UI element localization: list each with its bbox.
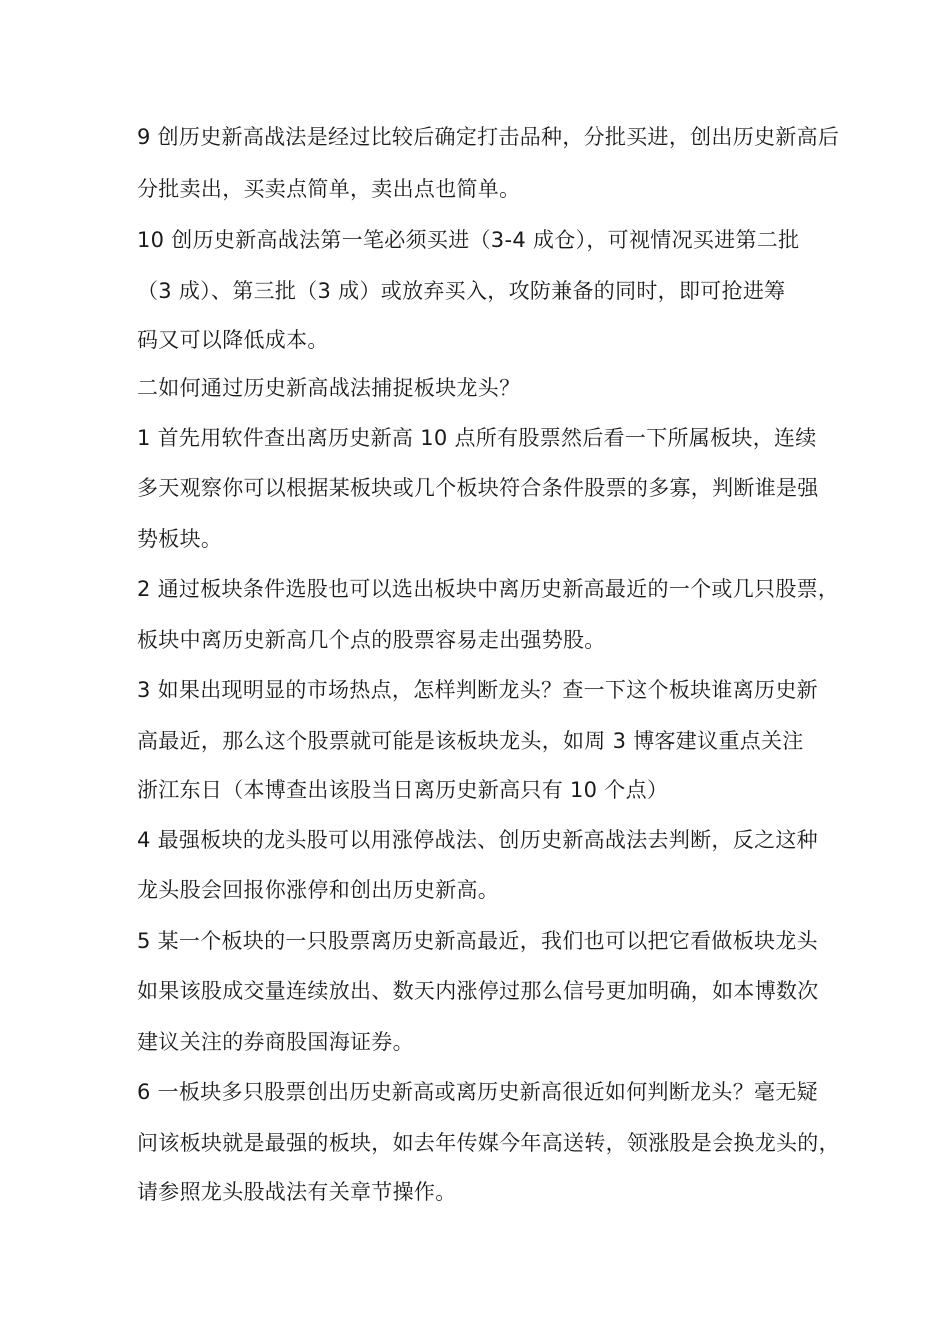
text-line: 板块中离历史新高几个点的股票容易走出强势股。 — [137, 628, 606, 652]
text-line: 10 创历史新高战法第一笔必须买进（3-4 成仓），可视情况买进第二批 — [137, 228, 800, 252]
text-line: 6 一板块多只股票创出历史新高或离历史新高很近如何判断龙头？毫无疑 — [137, 1080, 818, 1104]
text-line: 建议关注的券商股国海证券。 — [137, 1030, 414, 1054]
text-line: 分批卖出，买卖点简单，卖出点也简单。 — [137, 177, 521, 201]
text-line: 问该板块就是最强的板块，如去年传媒今年高送转，领涨股是会换龙头的， — [137, 1131, 840, 1155]
text-line: 请参照龙头股战法有关章节操作。 — [137, 1180, 457, 1204]
text-line: 龙头股会回报你涨停和创出历史新高。 — [137, 878, 500, 902]
text-line: 码又可以降低成本。 — [137, 328, 329, 352]
text-line: 势板块。 — [137, 527, 223, 551]
text-line: 多天观察你可以根据某板块或几个板块符合条件股票的多寡，判断谁是强 — [137, 476, 819, 500]
text-line: 9 创历史新高战法是经过比较后确定打击品种，分批买进，创出历史新高后 — [137, 125, 840, 149]
text-line: 2 通过板块条件选股也可以选出板块中离历史新高最近的一个或几只股票， — [137, 577, 840, 601]
section-heading: 二如何通过历史新高战法捕捉板块龙头？ — [137, 376, 521, 400]
text-line: 浙江东日（本博查出该股当日离历史新高只有 10 个点） — [137, 778, 669, 802]
text-line: 高最近，那么这个股票就可能是该板块龙头，如周 3 博客建议重点关注 — [137, 729, 804, 753]
text-line: 4 最强板块的龙头股可以用涨停战法、创历史新高战法去判断，反之这种 — [137, 828, 818, 852]
text-line: 1 首先用软件查出离历史新高 10 点所有股票然后看一下所属板块，连续 — [137, 426, 817, 450]
text-line: 如果该股成交量连续放出、数天内涨停过那么信号更加明确，如本博数次 — [137, 979, 819, 1003]
text-line: （3 成）、第三批（3 成）或放弃买入，攻防兼备的同时，即可抢进筹 — [137, 279, 786, 303]
text-line: 5 某一个板块的一只股票离历史新高最近，我们也可以把它看做板块龙头 — [137, 929, 818, 953]
text-line: 3 如果出现明显的市场热点，怎样判断龙头？查一下这个板块谁离历史新 — [137, 678, 818, 702]
